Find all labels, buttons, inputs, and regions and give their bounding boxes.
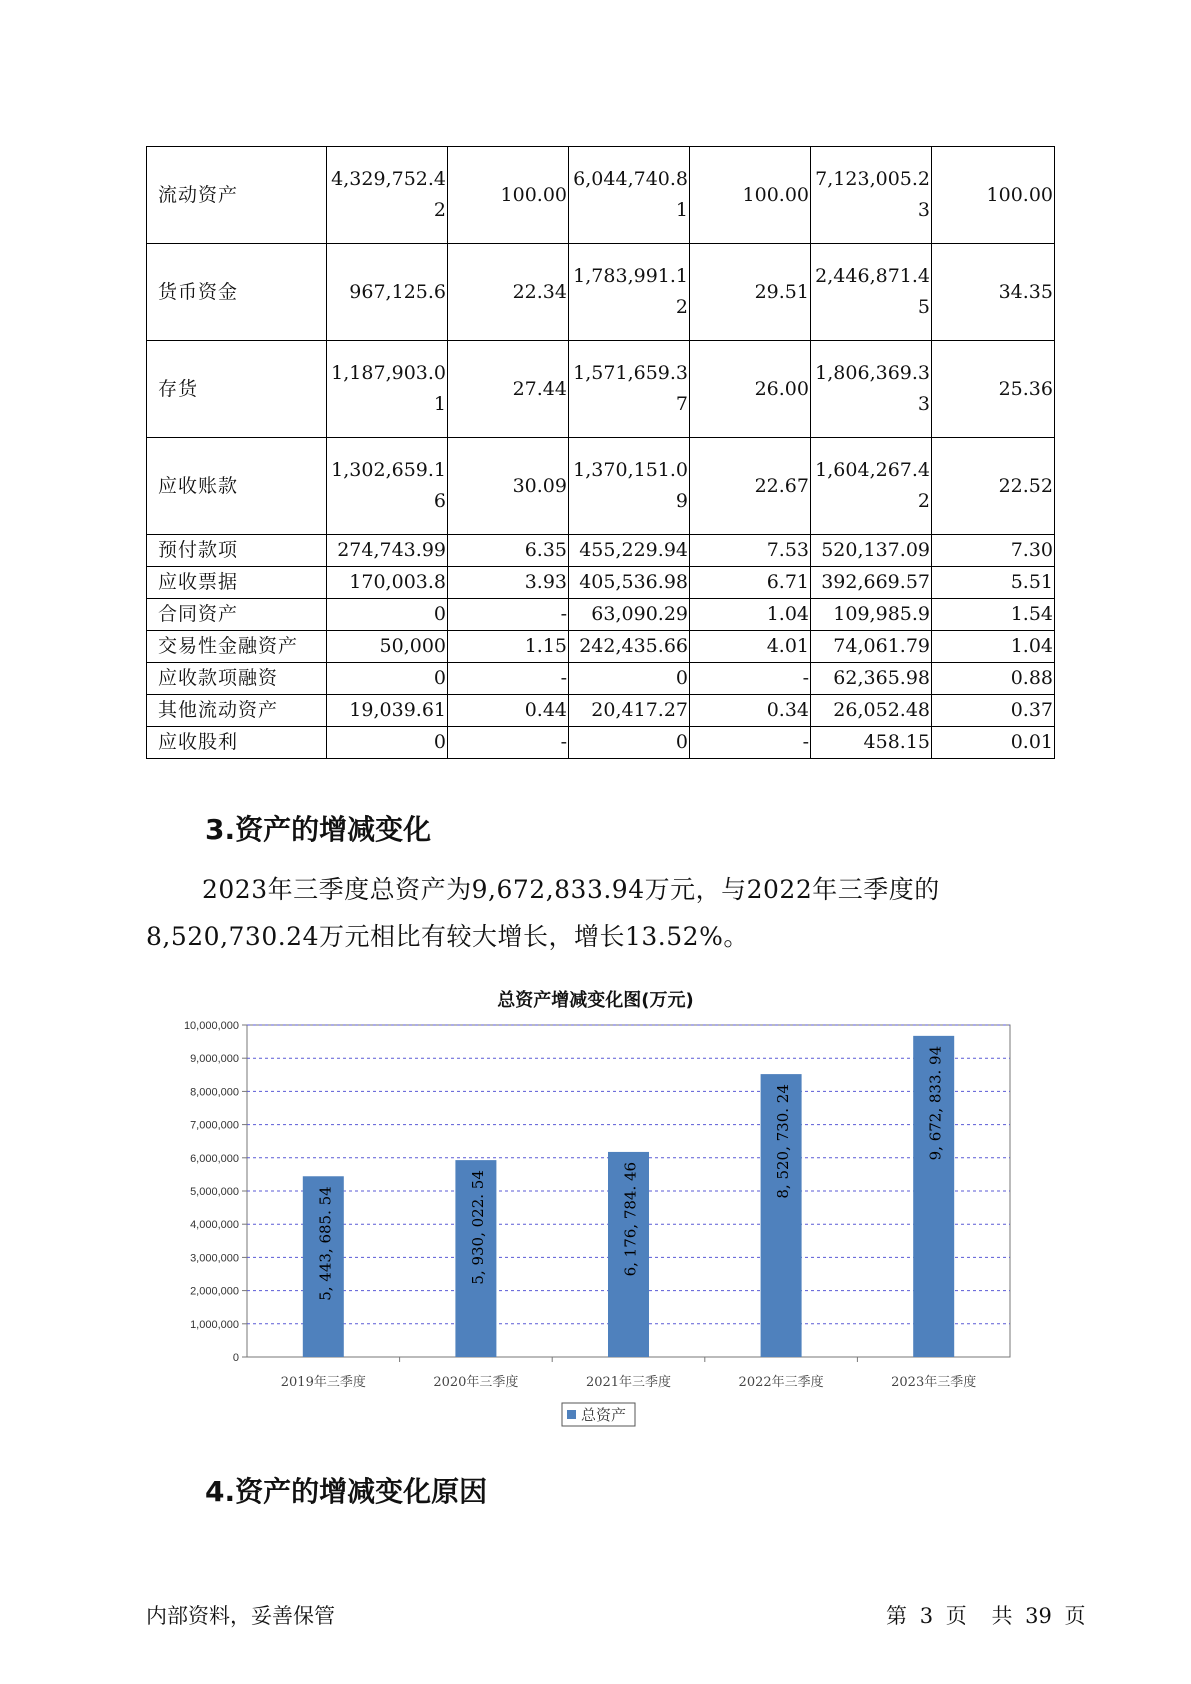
value-cell: 4.01 [690, 631, 811, 663]
value-cell: 3.93 [448, 567, 569, 599]
value-cell: 1,187,903.01 [327, 341, 448, 438]
data-label: 6, 176, 784. 46 [621, 1161, 640, 1277]
value-cell: 6,044,740.81 [569, 147, 690, 244]
value-cell: - [448, 599, 569, 631]
value-cell: 26,052.48 [811, 695, 932, 727]
value-cell: 6.71 [690, 567, 811, 599]
y-tick-label: 3,000,000 [190, 1252, 239, 1265]
data-label: 5, 930, 022. 54 [468, 1170, 487, 1285]
value-cell: 4,329,752.42 [327, 147, 448, 244]
value-cell: 1,806,369.33 [811, 341, 932, 438]
value-cell: 392,669.57 [811, 567, 932, 599]
value-cell: 1,302,659.16 [327, 438, 448, 535]
value-cell: 29.51 [690, 244, 811, 341]
x-tick-label: 2022年三季度 [738, 1375, 824, 1390]
value-cell: 0.44 [448, 695, 569, 727]
value-cell: 7.53 [690, 535, 811, 567]
value-cell: 100.00 [448, 147, 569, 244]
value-cell: 50,000 [327, 631, 448, 663]
value-cell: 22.67 [690, 438, 811, 535]
row-label-cell: 交易性金融资产 [147, 631, 327, 663]
value-cell: 1.04 [690, 599, 811, 631]
value-cell: 0.88 [932, 663, 1055, 695]
value-cell: 170,003.8 [327, 567, 448, 599]
value-cell: - [448, 663, 569, 695]
value-cell: 0.01 [932, 727, 1055, 759]
value-cell: - [690, 727, 811, 759]
y-tick-label: 4,000,000 [190, 1219, 239, 1232]
y-tick-label: 6,000,000 [190, 1152, 239, 1165]
x-tick-label: 2020年三季度 [433, 1375, 519, 1390]
value-cell: 0 [569, 727, 690, 759]
value-cell: 1,783,991.12 [569, 244, 690, 341]
page-prefix: 第 [886, 1604, 907, 1628]
value-cell: 2,446,871.45 [811, 244, 932, 341]
value-cell: 1.54 [932, 599, 1055, 631]
row-label-cell: 存货 [147, 341, 327, 438]
value-cell: 22.52 [932, 438, 1055, 535]
section-3-heading: 3.资产的增减变化 [205, 813, 432, 846]
value-cell: 0 [327, 599, 448, 631]
value-cell: 0.34 [690, 695, 811, 727]
data-label: 9, 672, 833. 94 [926, 1045, 945, 1161]
value-cell: 0 [569, 663, 690, 695]
value-cell: 109,985.9 [811, 599, 932, 631]
value-cell: 405,536.98 [569, 567, 690, 599]
total-unit: 页 [1064, 1604, 1086, 1628]
value-cell: - [448, 727, 569, 759]
row-label-cell: 合同资产 [147, 599, 327, 631]
value-cell: 455,229.94 [569, 535, 690, 567]
value-cell: 7.30 [932, 535, 1055, 567]
value-cell: 242,435.66 [569, 631, 690, 663]
data-label: 8, 520, 730. 24 [774, 1084, 793, 1199]
value-cell: 19,039.61 [327, 695, 448, 727]
row-label-cell: 应收账款 [147, 438, 327, 535]
value-cell: - [690, 663, 811, 695]
value-cell: 25.36 [932, 341, 1055, 438]
value-cell: 520,137.09 [811, 535, 932, 567]
value-cell: 458.15 [811, 727, 932, 759]
value-cell: 22.34 [448, 244, 569, 341]
data-label: 5, 443, 685. 54 [316, 1186, 335, 1301]
y-tick-label: 0 [232, 1352, 239, 1364]
value-cell: 5.51 [932, 567, 1055, 599]
value-cell: 6.35 [448, 535, 569, 567]
row-label-cell: 流动资产 [147, 147, 327, 244]
value-cell: 1,604,267.42 [811, 438, 932, 535]
section-4-heading: 4.资产的增减变化原因 [205, 1475, 488, 1508]
value-cell: 100.00 [690, 147, 811, 244]
value-cell: 27.44 [448, 341, 569, 438]
row-label-cell: 应收票据 [147, 567, 327, 599]
y-tick-label: 1,000,000 [190, 1318, 239, 1331]
y-tick-label: 2,000,000 [190, 1285, 239, 1298]
value-cell: 74,061.79 [811, 631, 932, 663]
page-current: 3 [919, 1604, 934, 1628]
value-cell: 20,417.27 [569, 695, 690, 727]
legend-label: 总资产 [581, 1406, 627, 1424]
chart-title: 总资产增减变化图(万元) [497, 990, 694, 1011]
value-cell: 1.04 [932, 631, 1055, 663]
y-tick-label: 7,000,000 [190, 1119, 239, 1132]
x-tick-label: 2021年三季度 [585, 1375, 672, 1390]
footer-page-info [886, 1600, 1086, 1630]
y-tick-label: 5,000,000 [190, 1186, 239, 1198]
value-cell: 967,125.6 [327, 244, 448, 341]
row-label-cell: 货币资金 [147, 244, 327, 341]
value-cell: 1,370,151.09 [569, 438, 690, 535]
value-cell: 0.37 [932, 695, 1055, 727]
row-label-cell: 预付款项 [147, 535, 327, 567]
row-label-cell: 其他流动资产 [147, 695, 327, 727]
total-prefix: 共 [991, 1604, 1013, 1628]
value-cell: 0 [327, 727, 448, 759]
value-cell: 26.00 [690, 341, 811, 438]
value-cell: 274,743.99 [327, 535, 448, 567]
value-cell: 30.09 [448, 438, 569, 535]
value-cell: 7,123,005.23 [811, 147, 932, 244]
y-tick-label: 8,000,000 [190, 1086, 239, 1099]
x-tick-label: 2023年三季度 [891, 1375, 977, 1390]
value-cell: 34.35 [932, 244, 1055, 341]
page-total: 39 [1025, 1604, 1052, 1628]
y-tick-label: 10,000,000 [183, 1020, 239, 1032]
row-label-cell: 应收股利 [147, 727, 327, 759]
value-cell: 100.00 [932, 147, 1055, 244]
y-tick-label: 9,000,000 [190, 1053, 239, 1066]
footer-confidential-note: 内部资料，妥善保管 [146, 1604, 335, 1628]
legend-swatch [567, 1410, 576, 1419]
row-label-cell: 应收款项融资 [147, 663, 327, 695]
value-cell: 1.15 [448, 631, 569, 663]
value-cell: 62,365.98 [811, 663, 932, 695]
x-tick-label: 2019年三季度 [280, 1375, 366, 1390]
value-cell: 1,571,659.37 [569, 341, 690, 438]
page-unit: 页 [945, 1604, 967, 1628]
value-cell: 63,090.29 [569, 599, 690, 631]
value-cell: 0 [327, 663, 448, 695]
section-3-paragraph: 2023年三季度总资产为9,672,833.94万元，与2022年三季度的8,520,730.24万元相比有较大增长，增长13.52%。 [146, 875, 940, 951]
